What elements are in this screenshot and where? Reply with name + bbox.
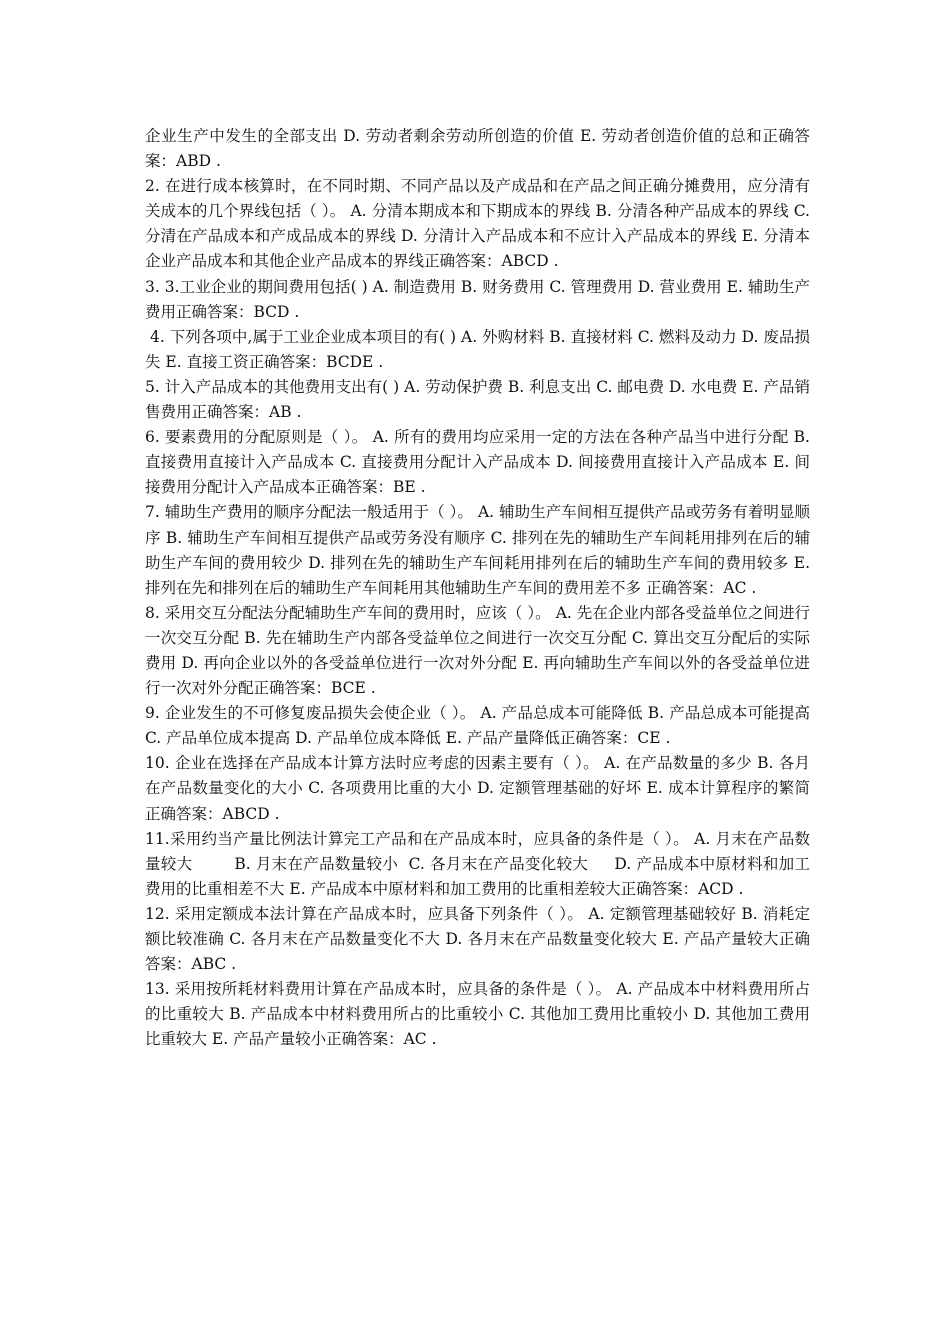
question-12: 12. 采用定额成本法计算在产品成本时，应具备下列条件（ ）。 A. 定额管理基础较好 B. 消耗定额比较准确 C. 各月末在产品数量变化不大 D. 各月末在产品数量变化较大 E. 产品产量较大正确答案：ABC . <box>145 904 810 974</box>
answer-paragraph-continued: 企业生产中发生的全部支出 D. 劳动者剩余劳动所创造的价值 E. 劳动者创造价值的总和正确答案：ABD . <box>145 127 810 171</box>
question-13: 13. 采用按所耗材料费用计算在产品成本时，应具备的条件是（ ）。 A. 产品成本中材料费用所占的比重较大 B. 产品成本中材料费用所占的比重较小 C. 其他加工费用比重较小 D. 其他加工费用比重较大 E. 产品产量较小正确答案：AC . <box>145 980 810 1049</box>
question-10: 10. 企业在选择在产品成本计算方法时应考虑的因素主要有（ ）。 A. 在产品数量的多少 B. 各月在产品数量变化的大小 C. 各项费用比重的大小 D. 定额管理基础的好坏 E. 成本计算程序的繁简 正确答案：ABCD . <box>145 754 815 823</box>
question-9: 9. 企业发生的不可修复废品损失会使企业（ ）。 A. 产品总成本可能降低 B. 产品总成本可能提高 C. 产品单位成本提高 D. 产品单位成本降低 E. 产品产量降低正确答案：CE . <box>145 704 815 748</box>
question-2: 2. 在进行成本核算时，在不同时期、不同产品以及产成品和在产品之间正确分摊费用，应分清有关成本的几个界线包括（ ）。 A. 分清本期成本和下期成本的界线 B. 分清各种产品成本的界线 C. 分清在产品成本和产成品成本的界线 D. 分清计入产品成本和不应计入产品成本的界线 E. 分清本企业产品成本和其他企业产品成本的界线正确答案：ABCD . <box>145 177 815 271</box>
question-7: 7. 辅助生产费用的顺序分配法一般适用于（ ）。 A. 辅助生产车间相互提供产品或劳务有着明显顺序 B. 辅助生产车间相互提供产品或劳务没有顺序 C. 排列在先的辅助生产车间耗用排列在后的辅助生产车间的费用较少 D. 排列在先的辅助生产车间耗用排列在后的辅助生产车间的费用较多 E. 排列在先和排列在后的辅助生产车间耗用其他辅助生产车间的费用差不多 正确答案：AC . <box>145 503 815 597</box>
question-6: 6. 要素费用的分配原则是（ ）。 A. 所有的费用均应采用一定的方法在各种产品当中进行分配 B. 直接费用直接计入产品成本 C. 直接费用分配计入产品成本 D. 间接费用直接计入产品成本 E. 间接费用分配计入产品成本正确答案：BE . <box>145 428 815 497</box>
document-body <box>145 124 815 1052</box>
question-11: 11.采用约当产量比例法计算完工产品和在产品成本时，应具备的条件是（ ）。 A. 月末在产品数量较大 B. 月末在产品数量较小 C. 各月末在产品变化较大 D. 产品成本中原材料和加工费用的比重相差不大 E. 产品成本中原材料和加工费用的比重相差较大正确答案：ACD . <box>145 829 810 898</box>
question-3: 3. 3.工业企业的期间费用包括( ) A. 制造费用 B. 财务费用 C. 管理费用 D. 营业费用 E. 辅助生产费用正确答案：BCD . <box>145 277 810 321</box>
question-4: 4. 下列各项中,属于工业企业成本项目的有( ) A. 外购材料 B. 直接材料 C. 燃料及动力 D. 废品损失 E. 直接工资正确答案：BCDE . <box>145 327 810 371</box>
question-5: 5. 计入产品成本的其他费用支出有( ) A. 劳动保护费 B. 利息支出 C. 邮电费 D. 水电费 E. 产品销售费用正确答案：AB . <box>145 377 810 422</box>
question-8: 8. 采用交互分配法分配辅助生产车间的费用时，应该（ ）。 A. 先在企业内部各受益单位之间进行一次交互分配 B. 先在辅助生产内部各受益单位之间进行一次交互分配 C. 算出交互分配后的实际费用 D. 再向企业以外的各受益单位进行一次对外分配 E. 再向辅助生产车间以外的各受益单位进行一次对外分配正确答案：BCE . <box>145 603 810 698</box>
